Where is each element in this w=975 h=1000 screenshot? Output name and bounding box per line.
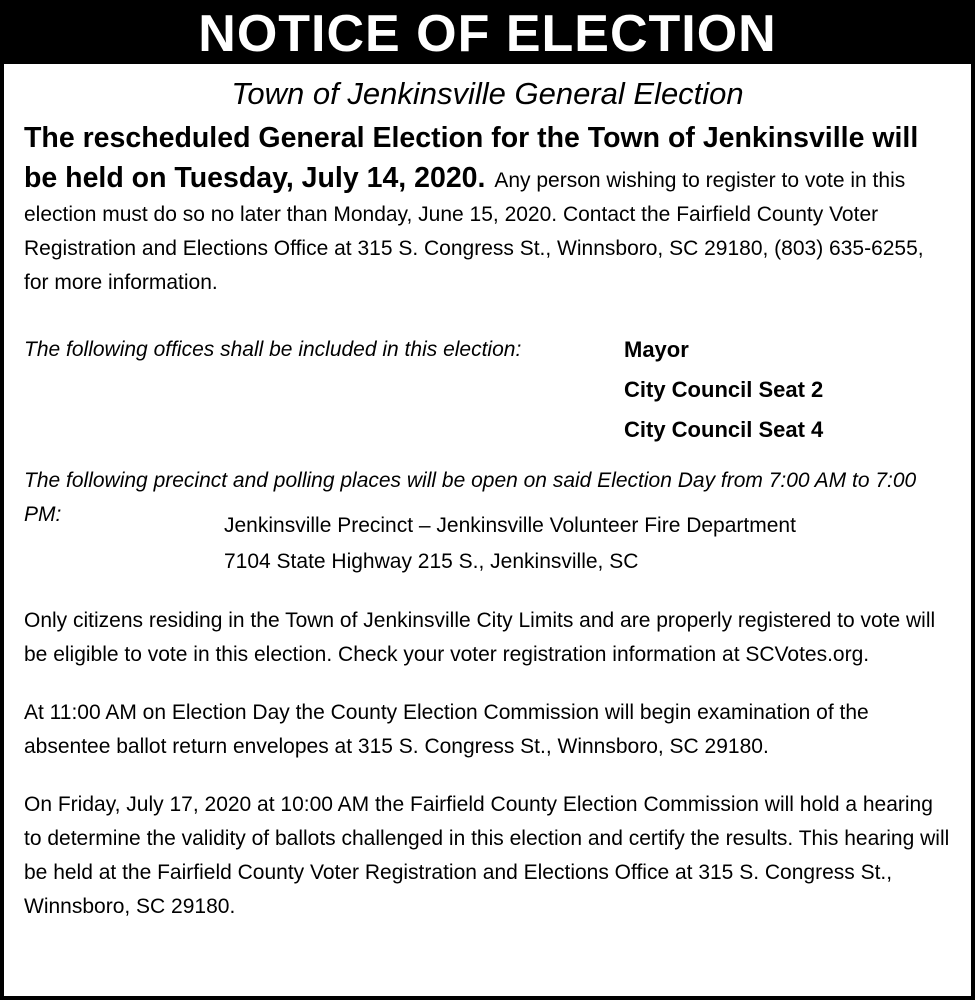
polling-label: The following precinct and polling places will be open on said Election Day from 7:00 AM to 7:00 PM: <box>24 469 917 526</box>
offices-label: The following offices shall be included in this election: <box>24 338 522 361</box>
offices-section <box>24 330 953 450</box>
election-subtitle: Town of Jenkinsville General Election <box>231 76 744 111</box>
precinct-address <box>224 508 953 580</box>
hearing-text: On Friday, July 17, 2020 at 10:00 AM the Fairfield County Election Commission will hold a hearing to determine the validity of ballots challenged in this election and certify the results. This hearing will be held at the Fairfield County Voter Registration and Elections Office at 315 S. Congress St., Winnsboro, SC 29180. <box>24 793 950 918</box>
eligibility-paragraph <box>24 604 953 672</box>
office-item: Mayor <box>624 337 689 362</box>
intro-paragraph <box>24 118 953 300</box>
polling-section <box>24 464 953 580</box>
election-date-statement: The rescheduled General Election for the Town of Jenkinsville will be held on Tuesday, July 14, 2020 <box>24 122 919 194</box>
hearing-paragraph <box>24 788 953 924</box>
office-item: City Council Seat 2 <box>624 377 824 402</box>
notice-body <box>4 118 971 924</box>
registration-info: Any person wishing to register to vote in this election must do so no later than Monday, June 15, 2020. Contact the Fairfield County Voter Registration and Elections Office at 315 S. Congress St., Winnsboro, SC 29180, (803) 635-6255, for more information. <box>24 169 924 294</box>
eligibility-text: Only citizens residing in the Town of Jenkinsville City Limits and are properly registered to vote will be eligible to vote in this election. Check your voter registration information at SCVotes.org. <box>24 609 936 666</box>
office-item: City Council Seat 4 <box>624 417 824 442</box>
absentee-text: At 11:00 AM on Election Day the County Election Commission will begin examination of the absentee ballot return envelopes at 315 S. Congress St., Winnsboro, SC 29180. <box>24 701 869 758</box>
precinct-name: Jenkinsville Precinct – Jenkinsville Volunteer Fire Department <box>224 514 796 537</box>
notice-title: NOTICE OF ELECTION <box>4 4 971 64</box>
office-list <box>624 330 823 450</box>
absentee-paragraph <box>24 696 953 764</box>
precinct-street: 7104 State Highway 215 S., Jenkinsville, SC <box>224 550 639 573</box>
election-date-period: . <box>477 162 486 194</box>
